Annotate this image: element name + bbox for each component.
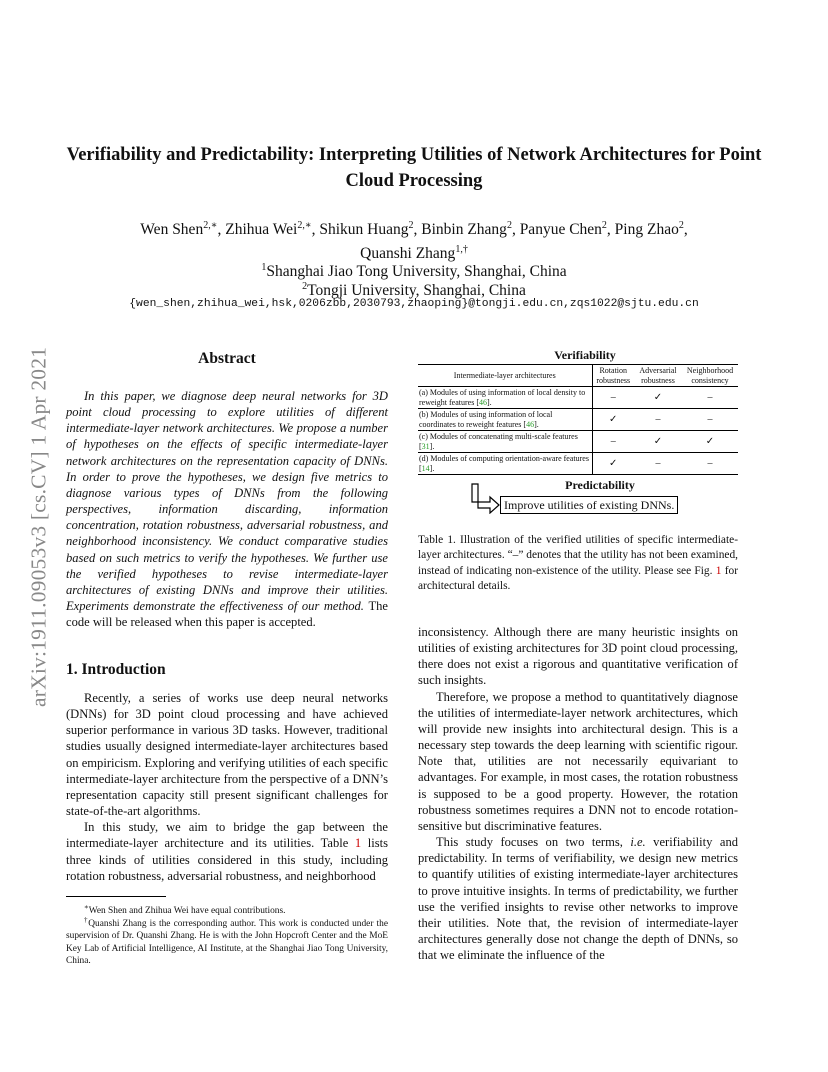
arch-cell: (b) Modules of using information of local coordinates to reweight features [46]. [418,409,592,431]
intro-p2-text-b: lists three kinds of utilities considered in this study, including rotation robustness, adversarial robustness, and neighborhood [66,836,388,883]
arch-cell: (d) Modules of computing orientation-aware features [14]. [418,453,592,475]
right-p3-ie: i.e. [630,835,646,850]
intro-heading: 1. Introduction [66,661,166,678]
neighborhood-mark: – [707,413,713,425]
adversarial-mark: ✓ [653,391,663,403]
rotation-mark: ✓ [609,413,618,425]
paper-title: Verifiability and Predictability: Interpreting Utilities of Network Architectures for Point Cloud Processing [66,145,762,191]
author-name: Quanshi Zhang [360,245,456,263]
improve-utilities-box: Improve utilities of existing DNNs. [500,496,678,514]
table-row [418,431,738,453]
table-caption [418,533,738,594]
arch-cell: (a) Modules of using information of local density to reweight features [46]. [418,387,592,409]
author-name: Shikun Huang [319,221,409,239]
verifiability-title: Verifiability [554,348,616,362]
author-name: Zhihua Wei [225,221,298,239]
header-architectures: Intermediate-layer architectures [418,365,592,387]
adversarial-mark: – [655,413,661,425]
intro-paragraph-1: Recently, a series of works use deep neural networks (DNNs) for 3D point cloud processing and have achieved superior performance in various 3D tasks. However, traditional studies usually designed intermediate-layer architectures based on empiricism. Exploring and verifying utilities of each specific intermediate-layer architecture from the perspective of a DNN’s representation capacity still present significant challenges for state-of-the-art algorithms. [66,691,388,819]
citation-link[interactable]: 31 [421,441,430,451]
adversarial-mark: – [655,457,661,469]
right-paragraph-3 [418,834,738,963]
arch-text: (b) Modules of using information of local coordinates to reweight features [419,410,553,429]
email-list: {wen_shen,zhihua_wei,hsk,0206zbb,2030793,zhaoping}@tongji.edu.cn,zqs1022@sjtu.edu.cn [129,298,699,310]
right-p3-text-b: verifiability and predictability. In terms of verifiability, we design new metrics to quantify utilities of existing intermediate-layer architectures to prove intuitive insights. In terms of predictability, we further use the verified insights to revise other networks to improve their utilities. Note that, the revision of intermediate-layer architectures generally dose not change the depth of DNNs, so that we eliminate the influence of the [418,835,738,963]
caption-text-a: Table 1. Illustration of the verified utilities of specific intermediate-layer architectures. “–” denotes that the utility has not been examined, instead of indicating non-existence of the utility. Please see Fig. [418,534,738,577]
author-sup: 2,∗ [203,220,218,231]
arxiv-stamp: arXiv:1911.09053v3 [cs.CV] 1 Apr 2021 [26,346,51,708]
verifiability-table [418,364,738,475]
author-sup: 2 [506,220,512,231]
citation-link[interactable]: 46 [526,419,535,429]
abstract-body [66,388,388,630]
footnote-1-text: Wen Shen and Zhihua Wei have equal contributions. [88,906,286,917]
abstract-italic: In this paper, we diagnose deep neural networks for 3D point cloud processing to explore utilities of different intermediate-layer network architectures. We propose a number of hypotheses on the effects of specific intermediate-layer network architectures on the representation capacity of DNNs. In order to prove the hypotheses, we design five metrics to diagnose various types of DNNs from the following perspectives, information discarding, information concentration, rotation robustness, adversarial robustness, and neighborhood inconsistency. We conduct comparative studies based on such metrics to verify the hypotheses. We further use the verified hypotheses to revise intermediate-layer architectures of existing DNNs and improve their utilities. Experiments demonstrate the effectiveness of our method. [66,389,388,614]
author-list: Wen Shen$^{2,∗}$, Zhihua Wei$^{2,∗}$, Shikun Huang$^2$, Binbin Zhang$^2$, Panyue Chen$^2$, Ping Zhao$^2$, Quanshi Zhang$^{1,\dagger}$ [140,220,688,263]
arch-text: (d) Modules of computing orientation-aware features [419,454,589,463]
author-sup: 2 [601,220,607,231]
author-sup: 2 [678,220,684,231]
author-name: Ping Zhao [614,221,679,239]
affiliation-sup: 1 [261,262,267,273]
abstract-code-note: The code will be released when this paper is accepted. [66,599,388,630]
arch-text: (c) Modules of concatenating multi-scale features [419,432,578,441]
table-row [418,387,738,409]
table-header-row [418,365,738,387]
neighborhood-mark: – [707,391,713,403]
neighborhood-mark: ✓ [705,435,715,447]
affiliation-sup: 2 [302,281,308,292]
right-column-body [418,624,738,963]
footnote-2 [66,914,388,967]
rotation-mark: ✓ [609,457,618,469]
author-name: Binbin Zhang [421,221,507,239]
citation-link[interactable]: 46 [478,397,487,407]
adversarial-mark: ✓ [653,435,663,447]
abstract-heading: Abstract [198,350,256,367]
table-row [418,453,738,475]
affiliation-name: Shanghai Jiao Tong University, Shanghai, China [266,263,567,281]
affiliation-name: Tongji University, Shanghai, China [307,282,526,300]
arch-text: (a) Modules of using information of local density to reweight features [419,388,586,407]
neighborhood-mark: – [707,457,713,469]
footnote-2-text: Quanshi Zhang is the corresponding author. This work is conducted under the supervision of Dr. Quanshi Zhang. He is with the John Hopcroft Center and the MoE Key Lab of Artificial Intelligence, AI Institute, at the Shanghai Jiao Tong University, China. [66,919,389,966]
footnote-1-mark: ∗ [84,903,89,911]
header-rotation: Rotation robustness [596,366,631,385]
intro-body [66,690,388,884]
author-name: Panyue Chen [519,221,602,239]
intro-p2-text-a: In this study, we aim to bridge the gap between the intermediate-layer architecture and its utilities. Table [66,820,388,851]
author-sup: 2,∗ [297,220,312,231]
intro-paragraph-2 [66,819,388,884]
table-row [418,409,738,431]
figure-ref-link[interactable]: 1 [715,564,722,577]
right-p3-text-a: This study focuses on two terms, [436,835,631,850]
header-adversarial: Adversarial robustness [639,366,677,385]
table-ref-link[interactable]: 1 [354,836,362,851]
header-neighborhood: Neighborhood consistency [686,366,734,385]
rotation-mark: – [610,391,616,403]
footnote-2-mark: † [84,916,89,924]
rotation-mark: – [610,435,616,447]
right-paragraph-2: Therefore, we propose a method to quantitatively diagnose the utilities of intermediate-layer network architectures, which will provide new insights into architectural design. This is a necessary step towards the deep learning with scientific rigour. Note that, utilities are not necessarily equivariant to advantages. For example, in most cases, the rotation robustness is supposed to be a good property. However, the rotation robustness sometimes requires a DNN not to encode rotation-sensitive but discriminative features. [418,689,738,833]
footnote-rule [66,896,166,897]
right-paragraph-1: inconsistency. Although there are many heuristic insights on utilities of existing architectures for 3D point cloud processing, there does not exist a rigorous and quantitative verification of such insights. [418,625,738,688]
caption-text-b: for architectural details. [418,564,738,592]
predictability-title: Predictability [565,478,635,492]
citation-link[interactable]: 14 [421,463,430,473]
abstract-text [66,388,388,630]
author-sup: 2 [408,220,414,231]
author-name: Wen Shen [140,221,204,239]
arrow-icon [468,482,502,514]
arch-cell: (c) Modules of concatenating multi-scale features [31]. [418,431,592,453]
author-sup: 1,† [455,244,468,256]
